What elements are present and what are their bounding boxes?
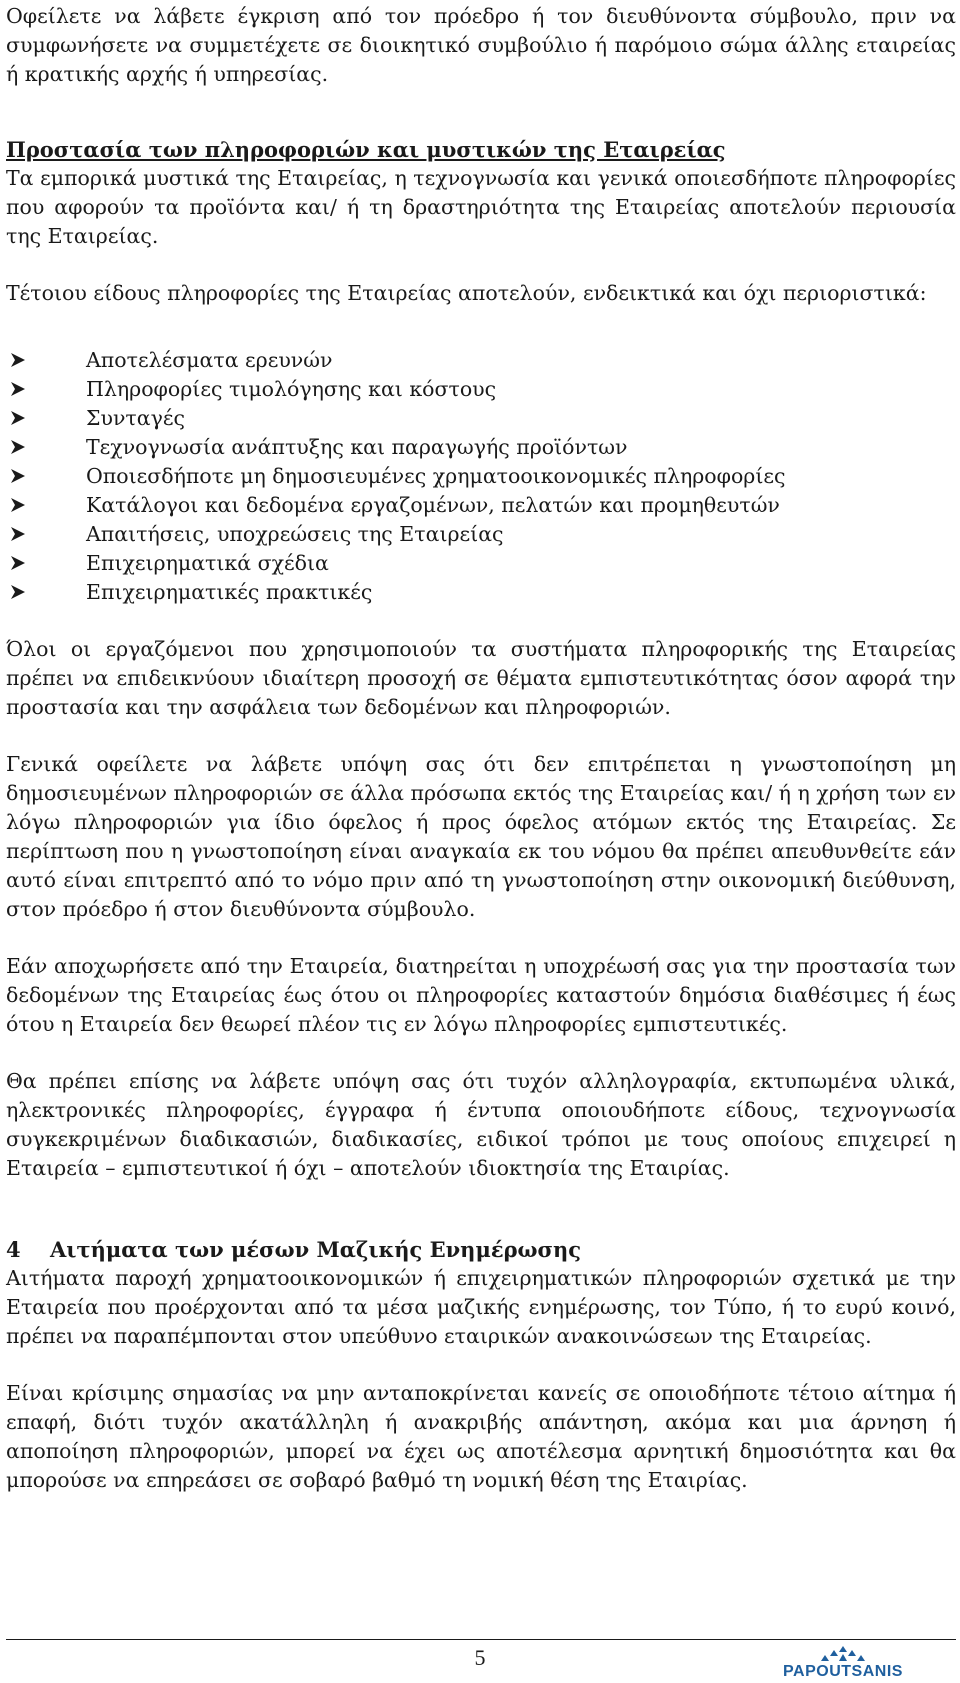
list-item-text: Συνταγές	[86, 406, 185, 430]
arrow-bullet-icon	[6, 520, 86, 549]
footer-divider	[6, 1639, 956, 1640]
arrow-bullet-icon	[6, 578, 86, 607]
arrow-bullet-icon	[6, 462, 86, 491]
protection-paragraph-2: Όλοι οι εργαζόμενοι που χρησιμοποιούν τα συστήματα πληροφορικής της Εταιρείας πρέπει να επιδεικνύουν ιδιαίτερη προσοχή σε θέματα εμπιστευτικότητας όσον αφορά την προστασία και την ασφάλεια των δεδομένων και πληροφοριών.	[6, 637, 956, 719]
company-logo	[768, 1646, 918, 1682]
info-list	[6, 346, 956, 607]
media-paragraph-1: Αιτήματα παροχή χρηματοοικονομικών ή επιχειρηματικών πληροφοριών σχετικά με την Εταιρεία που προέρχονται από τα μέσα μαζικής ενημέρωσης, τον Τύπο, ή το ευρύ κοινό, πρέπει να παραπέμπονται στον υπεύθυνο εταιρικών ανακοινώσεων της Εταιρείας.	[6, 1266, 956, 1348]
list-item-text: Οποιεσδήποτε μη δημοσιευμένες χρηματοοικονομικές πληροφορίες	[86, 464, 786, 488]
list-intro: Τέτοιου είδους πληροφορίες της Εταιρείας αποτελούν, ενδεικτικά και όχι περιοριστικά:	[6, 281, 927, 305]
logo-mark-icon	[812, 1646, 874, 1664]
intro-paragraph: Οφείλετε να λάβετε έγκριση από τον πρόεδρο ή τον διευθύνοντα σύμβουλο, πριν να συμφωνήσετε να συμμετέχετε σε διοικητικό συμβούλιο ή παρόμοιο σώμα άλλης εταιρείας ή κρατικής αρχής ή υπηρεσίας.	[6, 4, 956, 86]
list-item	[6, 578, 956, 607]
protection-paragraph-1: Τα εμπορικά μυστικά της Εταιρείας, η τεχνογνωσία και γενικά οποιεσδήποτε πληροφορίες που αφορούν τα προϊόντα και/ ή τη δραστηριότητα της Εταιρείας αποτελούν περιουσία της Εταιρείας.	[6, 166, 956, 248]
list-item	[6, 491, 956, 520]
list-item	[6, 520, 956, 549]
list-item	[6, 404, 956, 433]
arrow-bullet-icon	[6, 491, 86, 520]
section-heading-media	[6, 1235, 956, 1264]
list-item-text: Επιχειρηματικές πρακτικές	[86, 580, 373, 604]
list-item	[6, 375, 956, 404]
page-number: 5	[474, 1645, 486, 1670]
section-title-media: Αιτήματα των μέσων Μαζικής Ενημέρωσης	[50, 1237, 582, 1262]
arrow-bullet-icon	[6, 549, 86, 578]
list-item	[6, 346, 956, 375]
protection-paragraph-3: Γενικά οφείλετε να λάβετε υπόψη σας ότι δεν επιτρέπεται η γνωστοποίηση μη δημοσιευμένων πληροφοριών σε άλλα πρόσωπα εκτός της Εταιρείας και/ ή η χρήση των εν λόγω πληροφοριών για ίδιο όφελος ή προς όφελος ατόμων εκτός της Εταιρείας. Σε περίπτωση που η γνωστοποίηση είναι αναγκαία εκ του νόμου θα πρέπει απευθυνθείτε εάν αυτό είναι επιτρεπτό από το νόμο πριν από τη γνωστοποίηση στην οικονομική διεύθυνση, στον πρόεδρο ή στον διευθύνοντα σύμβουλο.	[6, 752, 956, 921]
arrow-bullet-icon	[6, 346, 86, 375]
list-item-text: Αποτελέσματα ερευνών	[86, 348, 333, 372]
protection-paragraph-4: Εάν αποχωρήσετε από την Εταιρεία, διατηρείται η υποχρέωσή σας για την προστασία των δεδομένων της Εταιρείας έως ότου οι πληροφορίες καταστούν δημόσια διαθέσιμες ή έως ότου η Εταιρεία δεν θεωρεί πλέον τις εν λόγω πληροφορίες εμπιστευτικές.	[6, 954, 956, 1036]
section-number: 4	[6, 1237, 21, 1262]
list-item-text: Επιχειρηματικά σχέδια	[86, 551, 329, 575]
list-item	[6, 462, 956, 491]
protection-paragraph-5: Θα πρέπει επίσης να λάβετε υπόψη σας ότι τυχόν αλληλογραφία, εκτυπωμένα υλικά, ηλεκτρονικές πληροφορίες, έγγραφα ή έντυπα οποιουδήποτε είδους, τεχνογνωσία συγκεκριμένων διαδικασιών, διαδικασίες, ειδικοί τρόποι με τους οποίους επιχειρεί η Εταιρεία – εμπιστευτικοί ή όχι – αποτελούν ιδιοκτησία της Εταιρίας.	[6, 1069, 956, 1180]
list-item	[6, 549, 956, 578]
media-paragraph-2: Είναι κρίσιμης σημασίας να μην ανταποκρίνεται κανείς σε οποιοδήποτε τέτοιο αίτημα ή επαφή, διότι τυχόν ακατάλληλη ή ανακριβής απάντηση, ακόμα και μια άρνηση ή αποποίηση πληροφοριών, μπορεί να έχει ως αποτέλεσμα αρνητική δημοσιότητα και θα μπορούσε να επηρεάσει σε σοβαρό βαθμό τη νομική θέση της Εταιρίας.	[6, 1381, 956, 1492]
arrow-bullet-icon	[6, 433, 86, 462]
arrow-bullet-icon	[6, 404, 86, 433]
list-item	[6, 433, 956, 462]
logo-text: PAPOUTSANIS	[783, 1663, 903, 1680]
list-item-text: Κατάλογοι και δεδομένα εργαζομένων, πελατών και προμηθευτών	[86, 493, 780, 517]
list-item-text: Απαιτήσεις, υποχρεώσεις της Εταιρείας	[86, 522, 504, 546]
list-item-text: Πληροφορίες τιμολόγησης και κόστους	[86, 377, 497, 401]
page-content	[6, 0, 956, 1495]
list-item-text: Τεχνογνωσία ανάπτυξης και παραγωγής προϊόντων	[86, 435, 628, 459]
section-title-protection: Προστασία των πληροφοριών και μυστικών της Εταιρείας	[6, 137, 726, 162]
arrow-bullet-icon	[6, 375, 86, 404]
